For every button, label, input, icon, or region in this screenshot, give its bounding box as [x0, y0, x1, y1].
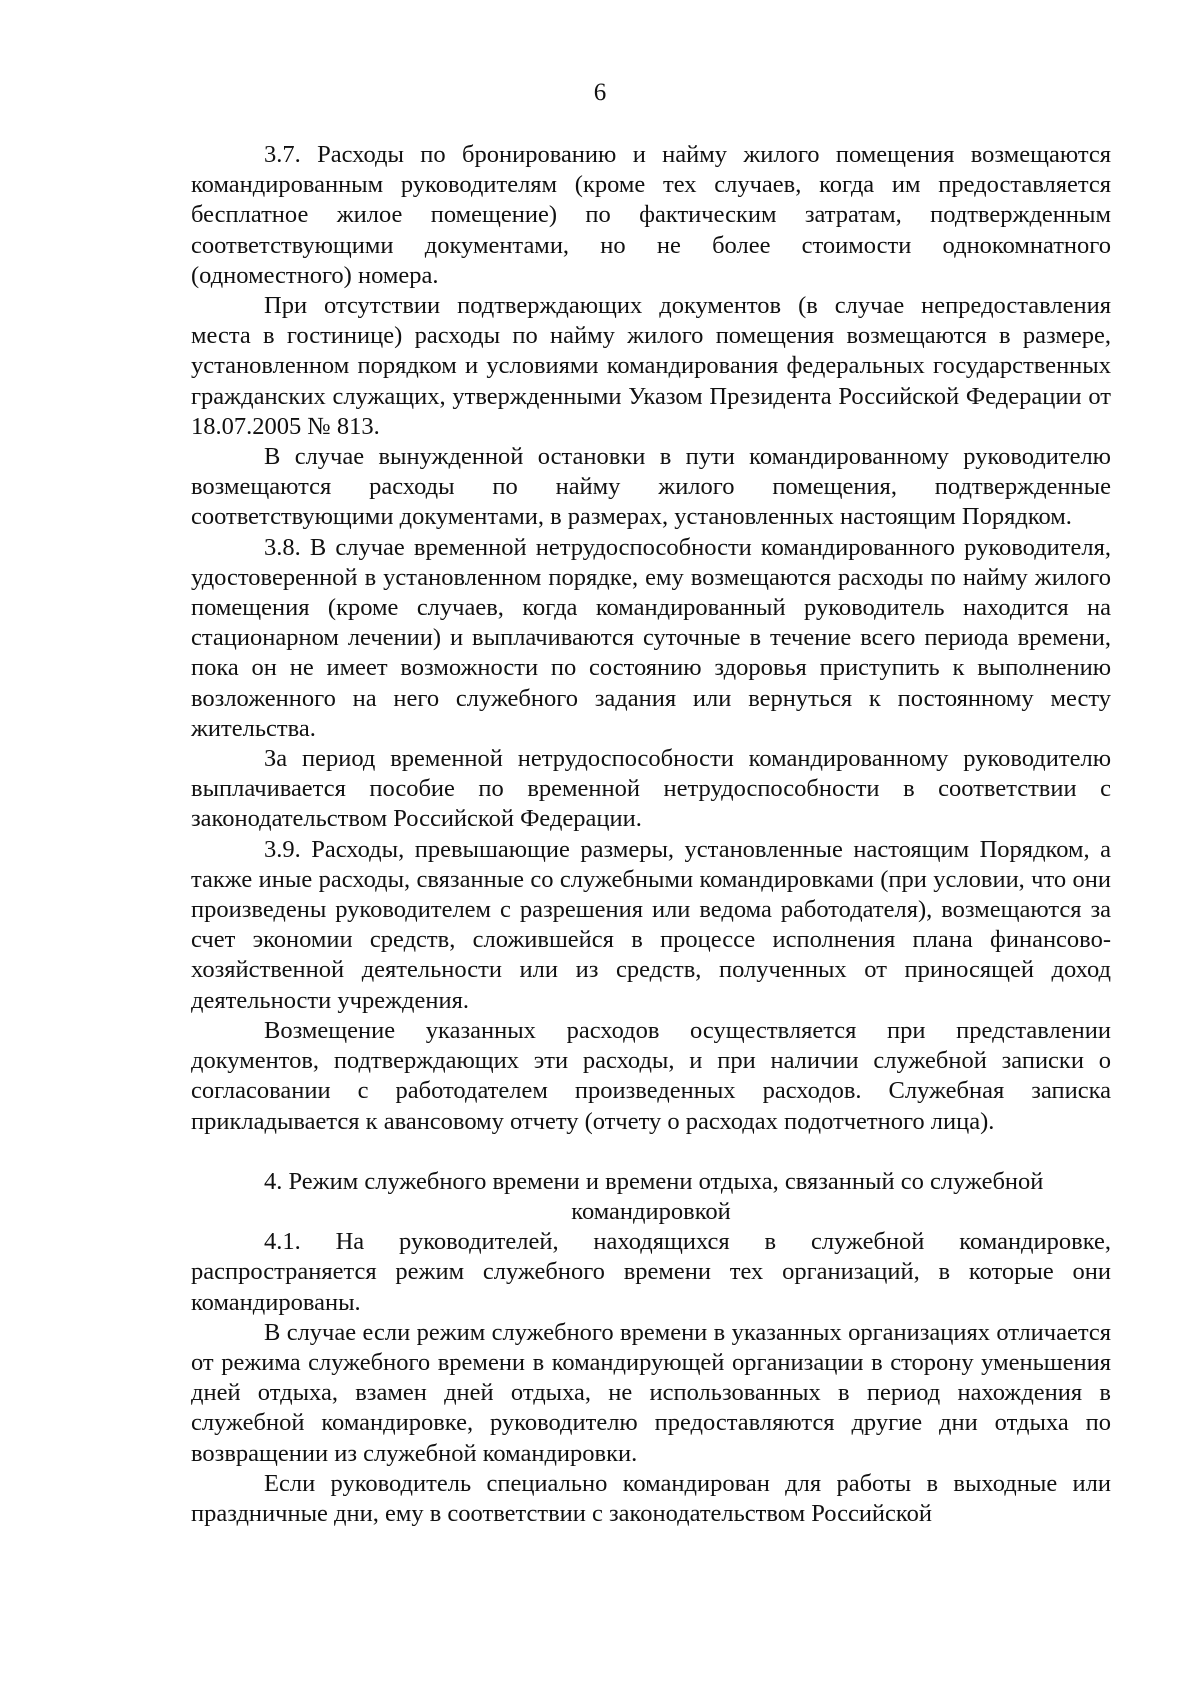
paragraph-3-7-forced-stop: В случае вынужденной остановки в пути командированному руководителю возмещаются расходы по найму жилого помещения, подтвержденные соответствующими документами, в размерах, установленных настоящим Порядком. [191, 443, 1111, 531]
page-number: 6 [593, 79, 607, 106]
section-heading-line-1: 4. Режим служебного времени и времени отдыха, связанный со служебной [264, 1167, 1044, 1195]
document-body [191, 140, 1111, 1529]
paragraph-3-9-reimbursement: Возмещение указанных расходов осуществляется при представлении документов, подтверждающих эти расходы, и при наличии служебной записки о согласовании с работодателем произведенных расходов. Служебная записка прикладывается к авансовому отчету (отчету о расходах подотчетного лица). [191, 1016, 1111, 1135]
section-heading-4 [191, 1167, 1111, 1227]
section-heading-line-2: командировкой [571, 1197, 731, 1225]
paragraph-3-8-allowance: За период временной нетрудоспособности командированному руководителю выплачивается пособие по временной нетрудоспособности в соответствии с законодательством Российской Федерации. [191, 745, 1111, 833]
paragraph-3-8: 3.8. В случае временной нетрудоспособности командированного руководителя, удостоверенной в установленном порядке, ему возмещаются расходы по найму жилого помещения (кроме случаев, когда командированный руководитель находится на стационарном лечении) и выплачиваются суточные в течение всего периода времени, пока он не имеет возможности по состоянию здоровья приступить к выполнению возложенного на него служебного задания или вернуться к постоянному месту жительства. [191, 533, 1111, 742]
paragraph-4-1-rest-days: В случае если режим служебного времени в указанных организациях отличается от режима служебного времени в командирующей организации в сторону уменьшения дней отдыха, взамен дней отдыха, не использованных в период нахождения в служебной командировке, руководителю предоставляются другие дни отдыха по возвращении из служебной командировки. [191, 1318, 1111, 1467]
paragraph-3-9: 3.9. Расходы, превышающие размеры, установленные настоящим Порядком, а также иные расходы, связанные со служебными командировками (при условии, что они произведены руководителем с разрешения или ведома работодателя), возмещаются за счет экономии средств, сложившейся в процессе исполнения плана финансово-хозяйственной деятельности или из средств, полученных от приносящей доход деятельности учреждения. [191, 835, 1111, 1014]
paragraph-3-7: 3.7. Расходы по бронированию и найму жилого помещения возмещаются командированным руководителям (кроме тех случаев, когда им предоставляется бесплатное жилое помещение) по фактическим затратам, подтвержденным соответствующими документами, но не более стоимости однокомнатного (одноместного) номера. [191, 141, 1111, 289]
paragraph-4-1: 4.1. На руководителей, находящихся в служебной командировке, распространяется режим служебного времени тех организаций, в которые они командированы. [191, 1228, 1111, 1316]
paragraph-4-1-holidays: Если руководитель специально командирован для работы в выходные или праздничные дни, ему в соответствии с законодательством Российской [191, 1469, 1111, 1527]
paragraph-3-7-no-documents: При отсутствии подтверждающих документов (в случае непредоставления места в гостинице) расходы по найму жилого помещения возмещаются в размере, установленном порядком и условиями командирования федеральных государственных гражданских служащих, утвержденными Указом Президента Российской Федерации от 18.07.2005 № 813. [191, 292, 1111, 440]
section-gap [191, 1137, 1111, 1167]
